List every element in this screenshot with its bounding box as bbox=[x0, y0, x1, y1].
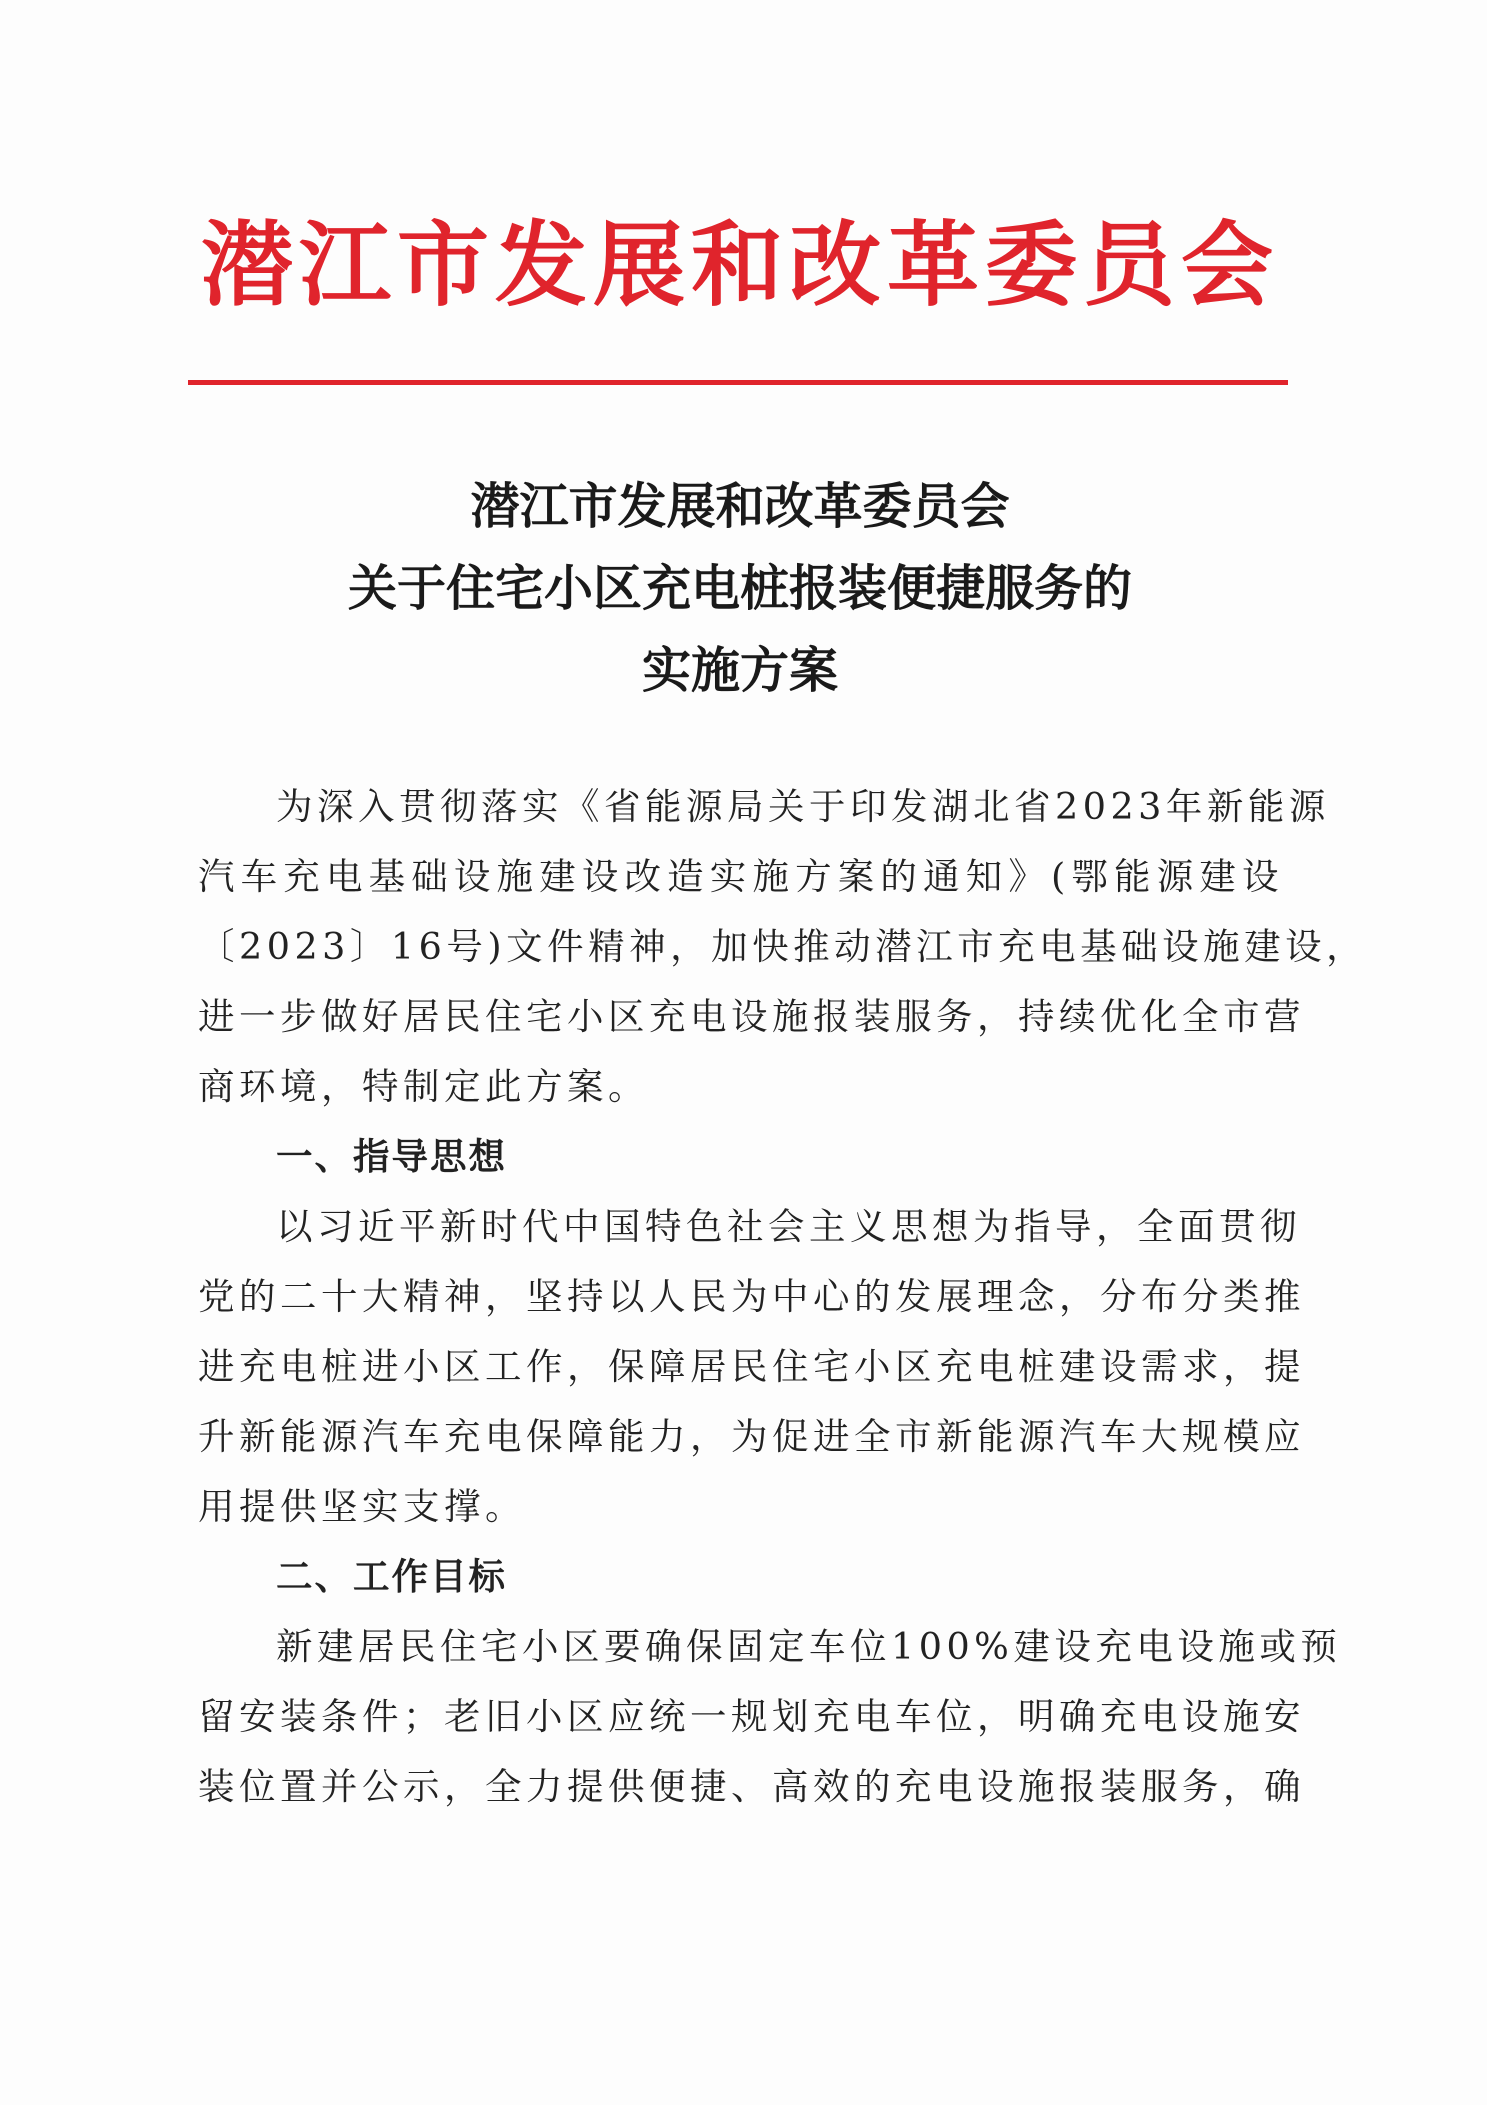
section1-line-5: 用提供坚实支撑。 bbox=[198, 1485, 526, 1528]
red-divider-line bbox=[188, 380, 1288, 385]
section1-line-2: 党的二十大精神，坚持以人民为中心的发展理念，分布分类推 bbox=[198, 1275, 1305, 1318]
section1-line-4: 升新能源汽车充电保障能力，为促进全市新能源汽车大规模应 bbox=[198, 1415, 1305, 1458]
document-body bbox=[198, 772, 1368, 1822]
intro-line-4: 进一步做好居民住宅小区充电设施报装服务，持续优化全市营 bbox=[198, 995, 1305, 1038]
section-heading-1: 一、指导思想 bbox=[276, 1135, 507, 1178]
section2-line-1: 新建居民住宅小区要确保固定车位100%建设充电设施或预 bbox=[276, 1625, 1342, 1668]
title-line-3: 实施方案 bbox=[641, 641, 838, 699]
intro-line-5: 商环境，特制定此方案。 bbox=[198, 1065, 649, 1108]
section1-line-1: 以习近平新时代中国特色社会主义思想为指导，全面贯彻 bbox=[276, 1205, 1301, 1248]
title-line-2: 关于住宅小区充电桩报装便捷服务的 bbox=[347, 559, 1132, 617]
intro-line-3: 〔2023〕16号)文件精神，加快推动潜江市充电基础设施建设， bbox=[198, 925, 1368, 968]
document-title bbox=[190, 465, 1290, 711]
title-line-1: 潜江市发展和改革委员会 bbox=[470, 477, 1010, 535]
section2-line-2: 留安装条件；老旧小区应统一规划充电车位，明确充电设施安 bbox=[198, 1695, 1305, 1738]
red-letterhead-title: 潜江市发展和改革委员会 bbox=[200, 211, 1279, 319]
section1-line-3: 进充电桩进小区工作，保障居民住宅小区充电桩建设需求，提 bbox=[198, 1345, 1305, 1388]
intro-line-2: 汽车充电基础设施建设改造实施方案的通知》(鄂能源建设 bbox=[198, 855, 1283, 898]
section2-line-3: 装位置并公示，全力提供便捷、高效的充电设施报装服务，确 bbox=[198, 1765, 1305, 1808]
intro-line-1: 为深入贯彻落实《省能源局关于印发湖北省2023年新能源 bbox=[276, 785, 1330, 828]
section-heading-2: 二、工作目标 bbox=[276, 1555, 507, 1598]
